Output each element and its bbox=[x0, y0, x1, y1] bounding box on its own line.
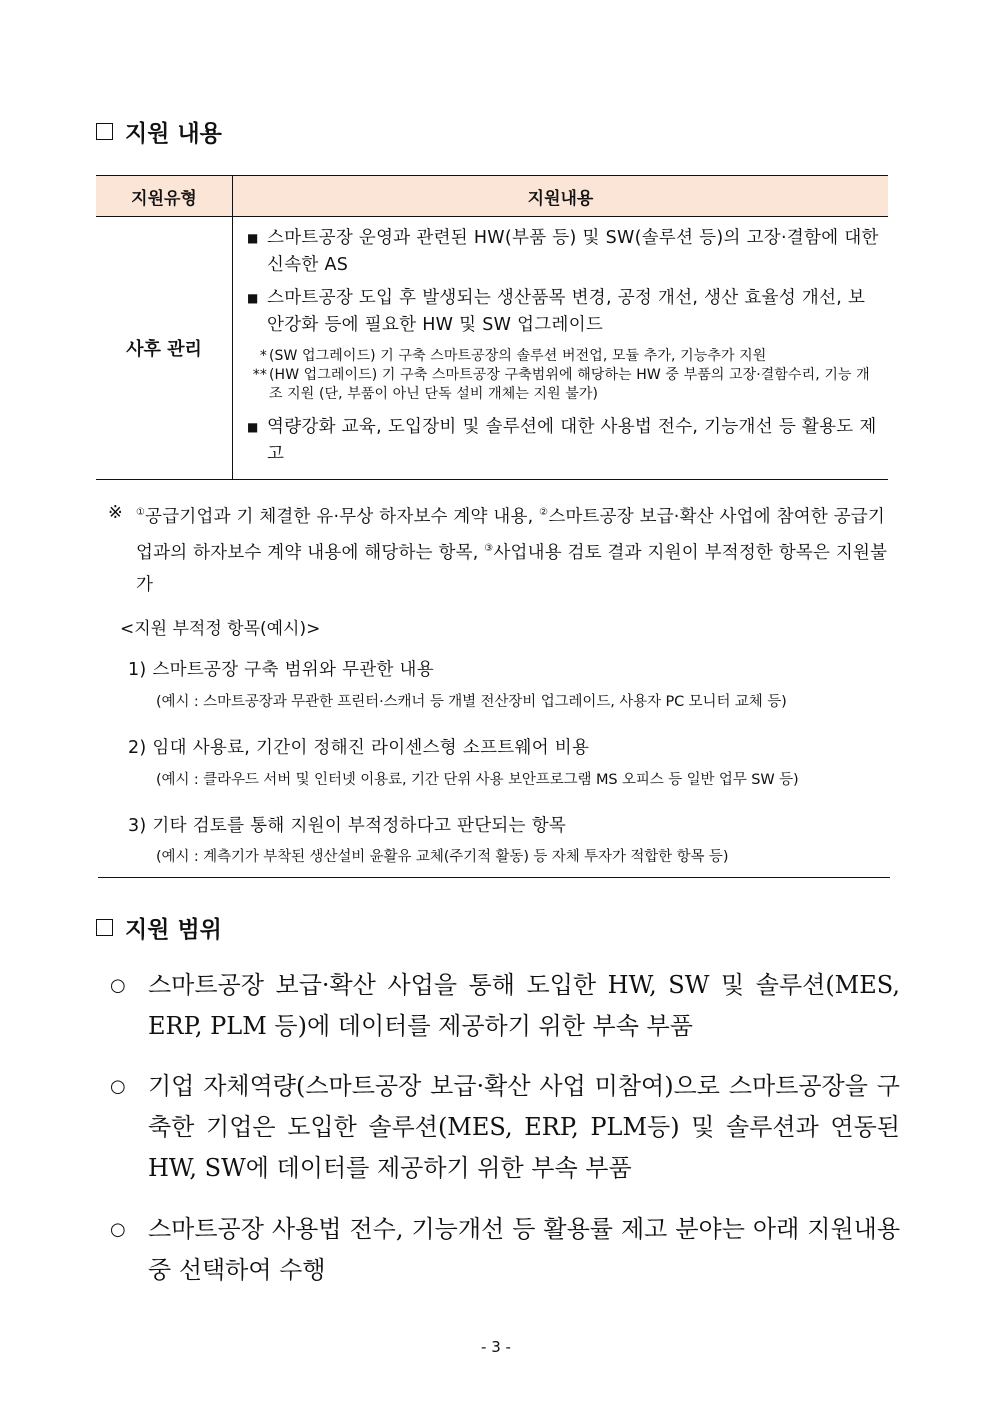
scope-item-text: 스마트공장 보급·확산 사업을 통해 도입한 HW, SW 및 솔루션(MES, ERP, PLM 등)에 데이터를 제공하기 위한 부속 부품 bbox=[148, 971, 900, 1040]
circled-number: ③ bbox=[484, 542, 494, 554]
square-bullet-icon: ■ bbox=[247, 290, 259, 305]
unsupported-item: 1) 스마트공장 구축 범위와 무관한 내용 bbox=[128, 660, 434, 680]
remark-note bbox=[108, 497, 892, 601]
footnote bbox=[247, 366, 880, 404]
support-content-cell bbox=[233, 217, 889, 480]
circled-number: ② bbox=[539, 507, 549, 518]
footnote-group bbox=[247, 347, 880, 404]
bullet-text: 역량강화 교육, 도입장비 및 솔루션에 대한 사용법 전수, 기능개선 등 활용도 제고 bbox=[267, 416, 877, 464]
remark-part: 공급기업과 기 체결한 유·무상 하자보수 계약 내용, bbox=[145, 506, 540, 527]
content-bullet bbox=[247, 414, 880, 468]
circle-bullet-icon: ○ bbox=[110, 975, 126, 996]
scope-item bbox=[110, 965, 900, 1047]
content-bullet bbox=[247, 225, 880, 279]
section-title-text: 지원 범위 bbox=[125, 917, 222, 943]
page-number: - 3 - bbox=[481, 1338, 511, 1356]
bullet-text: 스마트공장 운영과 관련된 HW(부품 등) 및 SW(솔루션 등)의 고장·결함에 대한 신속한 AS bbox=[267, 227, 879, 275]
section-title-support-scope bbox=[96, 911, 222, 944]
checkbox-square-icon bbox=[96, 919, 113, 936]
section-title-text: 지원 내용 bbox=[125, 121, 222, 147]
remark-part: 사업내용 검토 결과 지원이 부적정한 항목은 지원불가 bbox=[136, 542, 888, 595]
content-bullet bbox=[247, 285, 880, 339]
square-bullet-icon: ■ bbox=[247, 230, 259, 245]
footnote-mark: ** bbox=[252, 366, 267, 383]
support-type-cell: 사후 관리 bbox=[96, 217, 233, 480]
circle-bullet-icon: ○ bbox=[110, 1219, 126, 1240]
scope-item-text: 기업 자체역량(스마트공장 보급·확산 사업 미참여)으로 스마트공장을 구축한 기업은 도입한 솔루션(MES, ERP, PLM등) 및 솔루션과 연동된 HW, SW에 데이터를 제공하기 위한 부속 부품 bbox=[148, 1072, 900, 1182]
unsupported-example: (예시 : 스마트공장과 무관한 프린터·스캐너 등 개별 전산장비 업그레이드, 사용자 PC 모니터 교체 등) bbox=[156, 694, 787, 710]
bullet-text: 스마트공장 도입 후 발생되는 생산품목 변경, 공정 개선, 생산 효율성 개선, 보안강화 등에 필요한 HW 및 SW 업그레이드 bbox=[267, 287, 866, 335]
unsupported-item: 3) 기타 검토를 통해 지원이 부적정하다고 판단되는 항목 bbox=[128, 816, 567, 836]
footnote-text: (HW 업그레이드) 기 구축 스마트공장 구축범위에 해당하는 HW 중 부품의 고장·결함수리, 기능 개조 지원 (단, 부품이 아닌 단독 설비 개체는 지원 불가) bbox=[269, 366, 870, 402]
unsupported-heading: <지원 부적정 항목(예시)> bbox=[120, 619, 321, 639]
checkbox-square-icon bbox=[96, 123, 113, 140]
header-support-content: 지원내용 bbox=[233, 176, 889, 217]
reference-mark: ※ bbox=[108, 503, 123, 523]
unsupported-example: (예시 : 계측기가 부착된 생산설비 윤활유 교체(주기적 활동) 등 자체 투자가 적합한 항목 등) bbox=[156, 849, 729, 865]
circled-number: ① bbox=[136, 507, 146, 518]
support-table bbox=[96, 175, 888, 480]
scope-item bbox=[110, 1209, 900, 1291]
unsupported-example: (예시 : 클라우드 서버 및 인터넷 이용료, 기간 단위 사용 보안프로그램 MS 오피스 등 일반 업무 SW 등) bbox=[156, 772, 799, 788]
header-support-type: 지원유형 bbox=[96, 176, 233, 217]
scope-item bbox=[110, 1066, 900, 1189]
footnote bbox=[247, 347, 880, 366]
divider-line bbox=[98, 877, 890, 878]
footnote-text: (SW 업그레이드) 기 구축 스마트공장의 솔루션 버전업, 모듈 추가, 기능추가 지원 bbox=[269, 347, 767, 364]
circle-bullet-icon: ○ bbox=[110, 1076, 126, 1097]
unsupported-item: 2) 임대 사용료, 기간이 정해진 라이센스형 소프트웨어 비용 bbox=[128, 738, 590, 758]
remark-part: 스마트공장 보급·확산 사업에 참여한 공급기업과의 하자보수 계약 내용에 해당하는 항목, bbox=[136, 506, 886, 563]
remark-text bbox=[136, 497, 892, 601]
section-title-support-content bbox=[96, 115, 222, 148]
square-bullet-icon: ■ bbox=[247, 419, 259, 434]
scope-item-text: 스마트공장 사용법 전수, 기능개선 등 활용률 제고 분야는 아래 지원내용 중 선택하여 수행 bbox=[148, 1215, 900, 1284]
footnote-mark: * bbox=[259, 347, 267, 364]
